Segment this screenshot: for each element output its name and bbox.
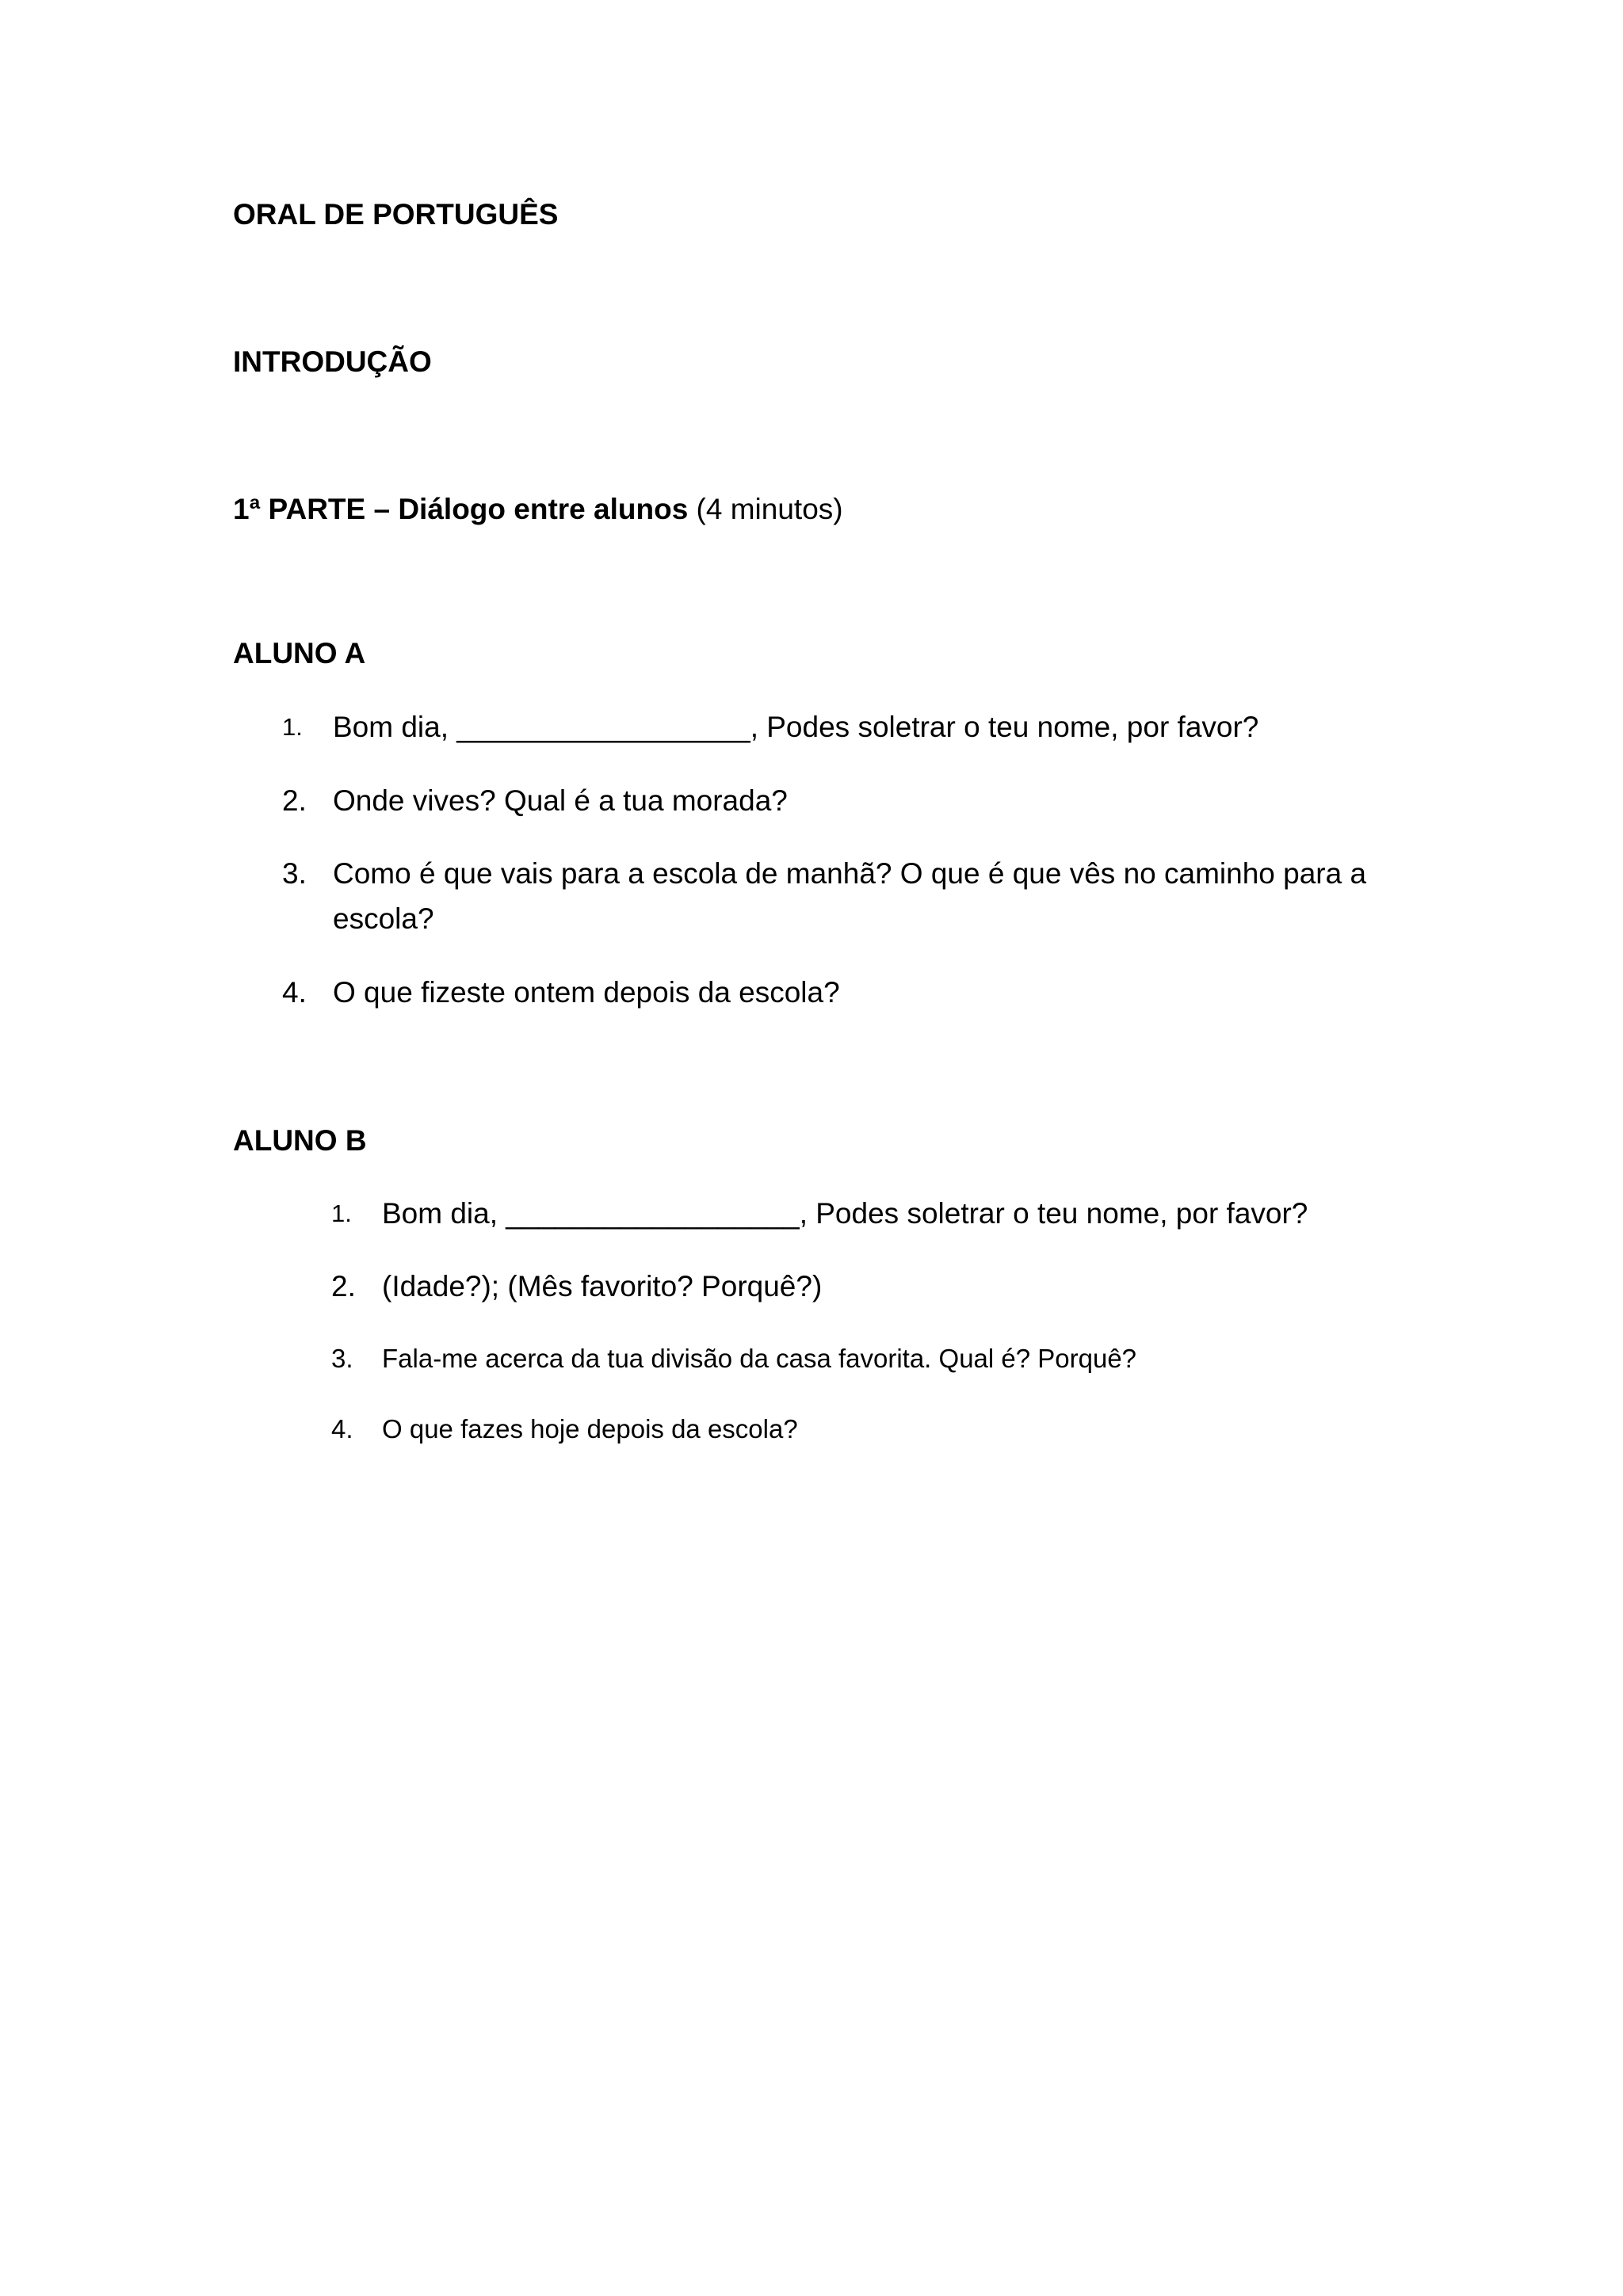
question-text: Bom dia, __________________, Podes soletrar o teu nome, por favor? (382, 1197, 1308, 1230)
intro-heading: INTRODUÇÃO (233, 345, 432, 378)
part-label: 1ª PARTE – Diálogo entre alunos (233, 493, 689, 525)
question-text: Fala-me acerca da tua divisão da casa favorita. Qual é? Porquê? (382, 1344, 1137, 1373)
list-number: 1. (282, 713, 303, 741)
part-duration: (4 minutos) (688, 493, 843, 525)
list-number: 3. (331, 1344, 353, 1373)
question-text: Como é que vais para a escola de manhã? O que é que vês no caminho para a (333, 857, 1367, 890)
question-text: O que fizeste ontem depois da escola? (333, 976, 840, 1009)
question-text: (Idade?); (Mês favorito? Porquê?) (382, 1270, 823, 1302)
list-number: 1. (331, 1199, 352, 1227)
list-number: 3. (282, 857, 307, 890)
question-text: Bom dia, __________________, Podes soletrar o teu nome, por favor? (333, 711, 1259, 743)
document-title: ORAL DE PORTUGUÊS (233, 198, 559, 231)
list-number: 4. (282, 976, 307, 1009)
question-text: O que fazes hoje depois da escola? (382, 1414, 798, 1444)
list-number: 4. (331, 1414, 353, 1444)
list-number: 2. (282, 784, 307, 817)
student-a-heading: ALUNO A (233, 637, 366, 669)
question-text: Onde vives? Qual é a tua morada? (333, 784, 788, 817)
question-text-continued: escola? (333, 902, 434, 935)
student-b-heading: ALUNO B (233, 1124, 367, 1157)
part-heading (233, 492, 843, 527)
list-number: 2. (331, 1270, 356, 1302)
